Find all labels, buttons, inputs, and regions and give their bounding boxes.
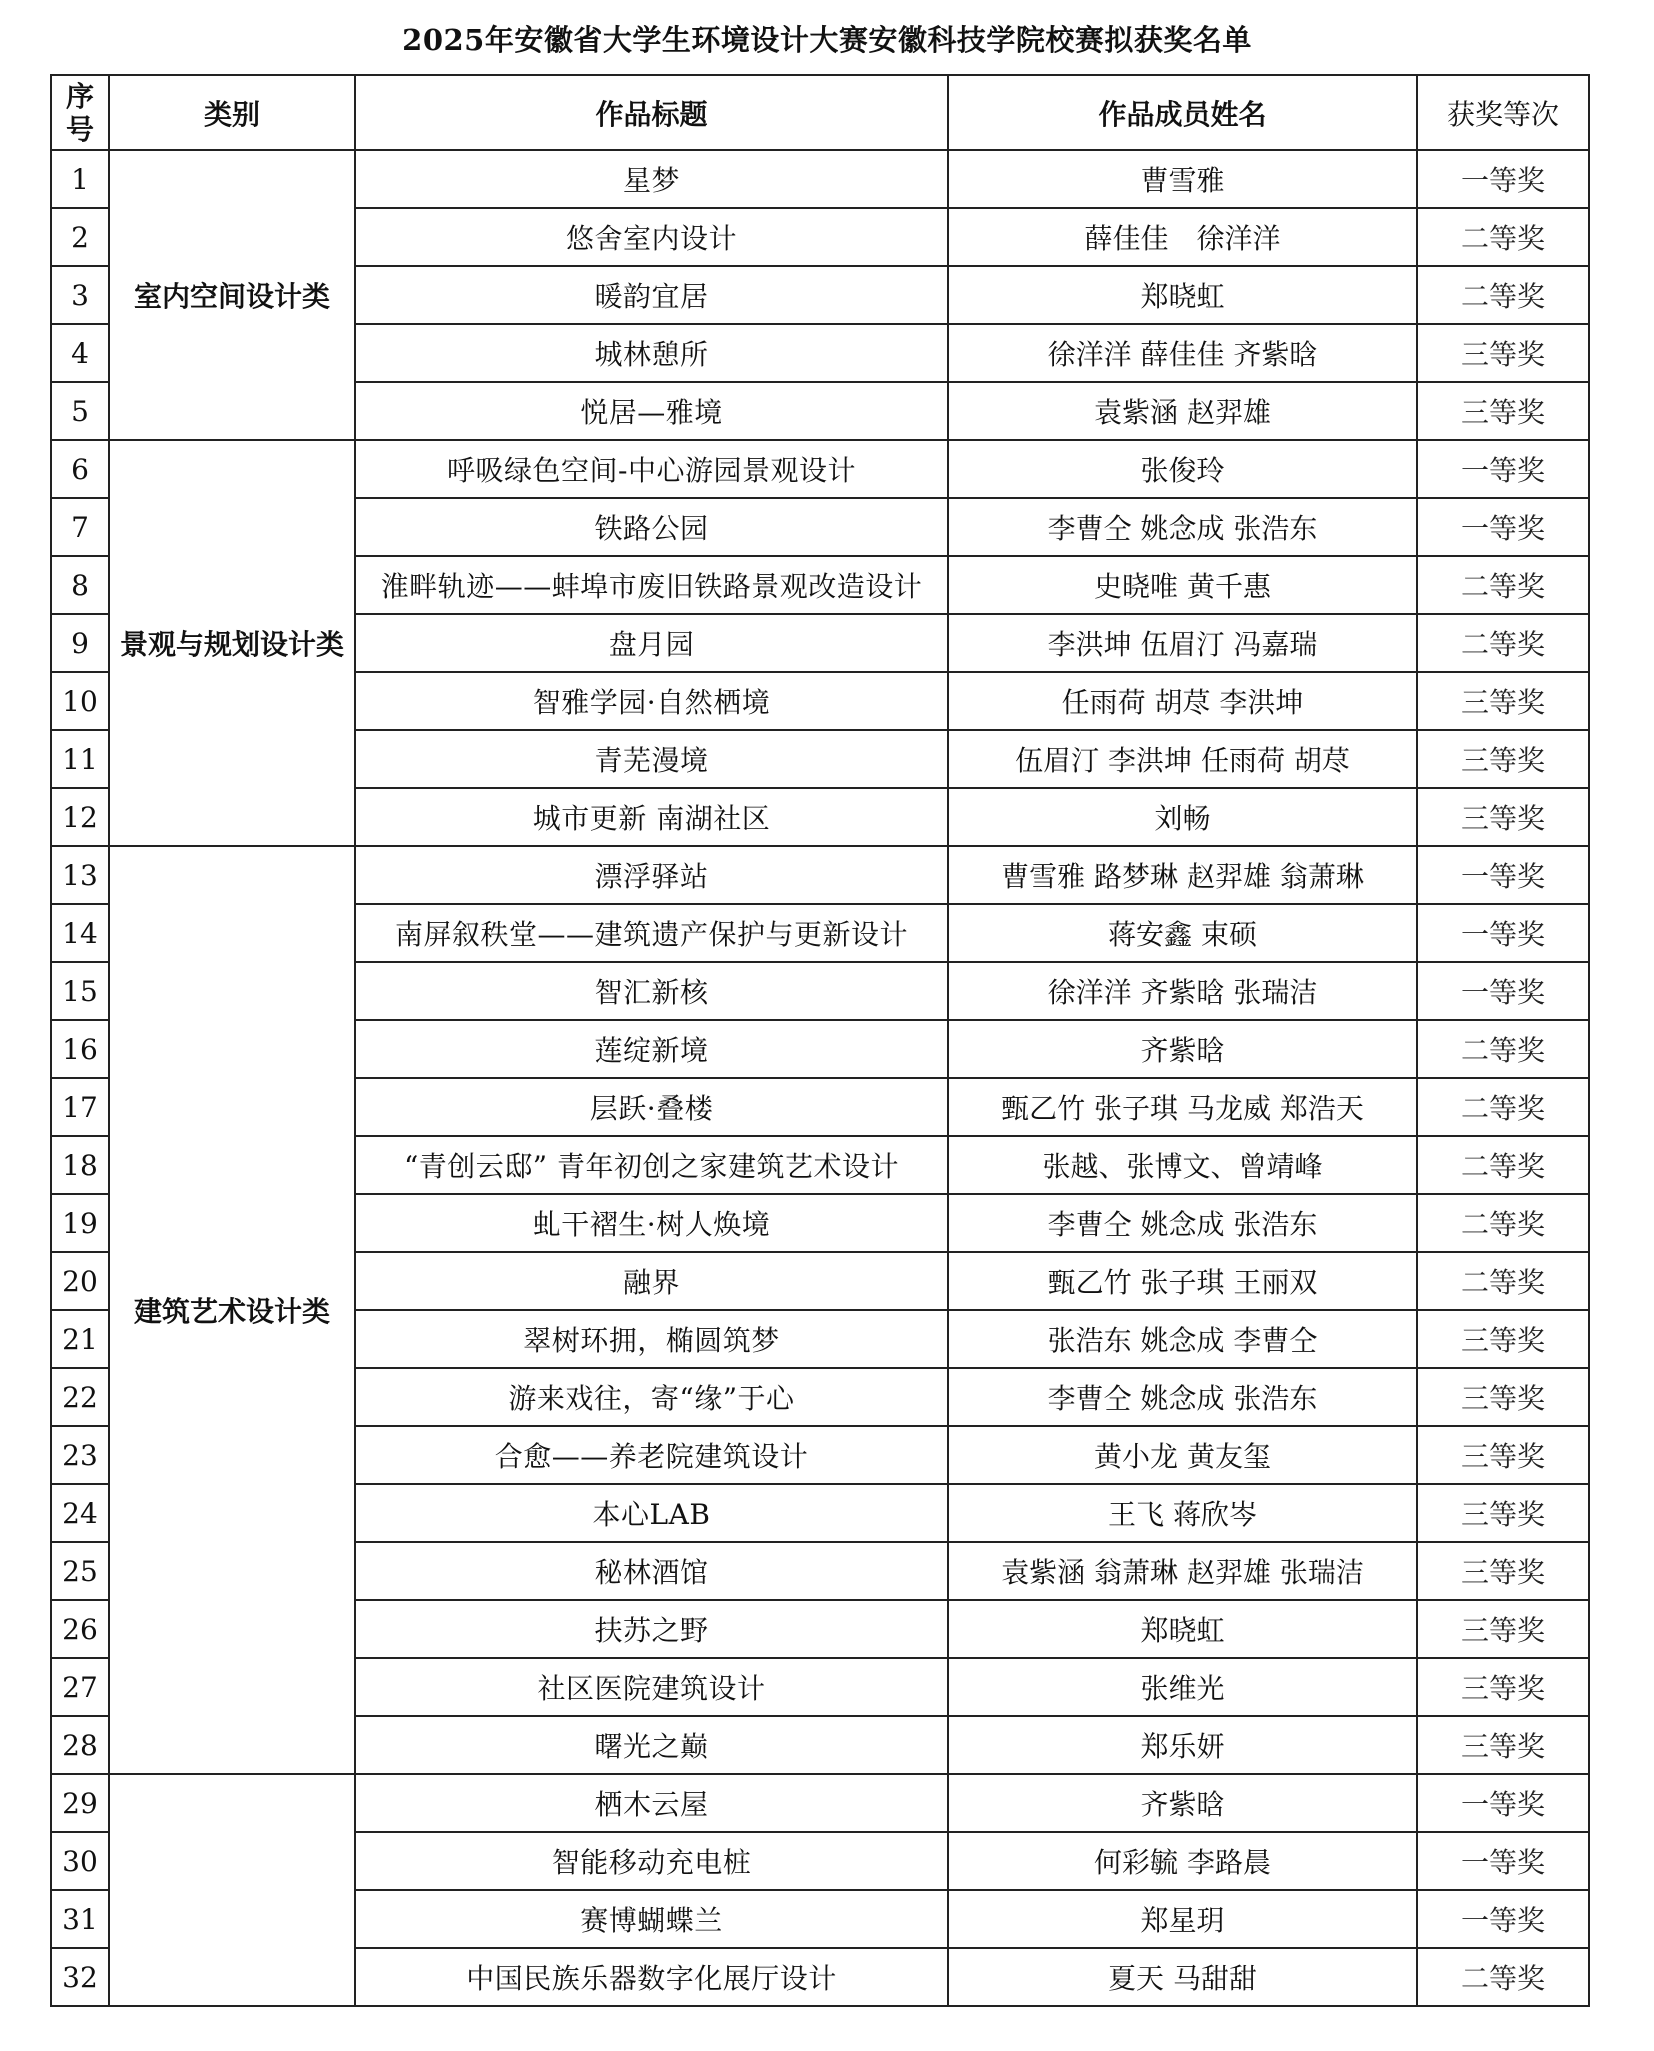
row-number: 11 — [51, 730, 109, 788]
work-title: 社区医院建筑设计 — [355, 1658, 948, 1716]
row-number: 30 — [51, 1832, 109, 1890]
work-title: 悠舍室内设计 — [355, 208, 948, 266]
award-level: 二等奖 — [1417, 1948, 1589, 2006]
work-title: 智雅学园·自然栖境 — [355, 672, 948, 730]
award-level: 三等奖 — [1417, 1716, 1589, 1774]
award-level: 三等奖 — [1417, 1426, 1589, 1484]
work-title: 淮畔轨迹——蚌埠市废旧铁路景观改造设计 — [355, 556, 948, 614]
award-level: 三等奖 — [1417, 324, 1589, 382]
work-title: 中国民族乐器数字化展厅设计 — [355, 1948, 948, 2006]
work-title: 曙光之巅 — [355, 1716, 948, 1774]
awards-table — [50, 74, 1590, 2007]
award-level: 一等奖 — [1417, 1890, 1589, 1948]
award-level: 三等奖 — [1417, 788, 1589, 846]
row-number: 21 — [51, 1310, 109, 1368]
member-names: 任雨荷 胡荩 李洪坤 — [948, 672, 1417, 730]
row-number: 5 — [51, 382, 109, 440]
work-title: 城林憩所 — [355, 324, 948, 382]
category-cell: 室内空间设计类 — [109, 150, 355, 440]
table-row — [51, 1774, 1589, 1832]
header-seq — [51, 75, 109, 150]
row-number: 16 — [51, 1020, 109, 1078]
header-seq-text: 序号 — [65, 79, 94, 146]
member-names: 黄小龙 黄友玺 — [948, 1426, 1417, 1484]
award-level: 二等奖 — [1417, 1078, 1589, 1136]
award-level: 三等奖 — [1417, 730, 1589, 788]
row-number: 10 — [51, 672, 109, 730]
work-title: 智汇新核 — [355, 962, 948, 1020]
work-title: 暖韵宜居 — [355, 266, 948, 324]
row-number: 1 — [51, 150, 109, 208]
award-level: 二等奖 — [1417, 1020, 1589, 1078]
member-names: 齐紫晗 — [948, 1020, 1417, 1078]
row-number: 29 — [51, 1774, 109, 1832]
award-level: 一等奖 — [1417, 440, 1589, 498]
row-number: 15 — [51, 962, 109, 1020]
table-body — [51, 150, 1589, 2006]
row-number: 9 — [51, 614, 109, 672]
member-names: 张越、张博文、曾靖峰 — [948, 1136, 1417, 1194]
header-award: 获奖等次 — [1417, 75, 1589, 150]
work-title: 智能移动充电桩 — [355, 1832, 948, 1890]
award-level: 一等奖 — [1417, 904, 1589, 962]
member-names: 甄乙竹 张子琪 王丽双 — [948, 1252, 1417, 1310]
award-level: 三等奖 — [1417, 1542, 1589, 1600]
award-level: 二等奖 — [1417, 1136, 1589, 1194]
work-title: 翠树环拥，椭圆筑梦 — [355, 1310, 948, 1368]
work-title: 游来戏往，寄“缘”于心 — [355, 1368, 948, 1426]
category-cell — [109, 1774, 355, 2006]
work-title: 南屏叙秩堂——建筑遗产保护与更新设计 — [355, 904, 948, 962]
work-title: 赛博蝴蝶兰 — [355, 1890, 948, 1948]
member-names: 徐洋洋 薛佳佳 齐紫晗 — [948, 324, 1417, 382]
row-number: 17 — [51, 1078, 109, 1136]
work-title: 合愈——养老院建筑设计 — [355, 1426, 948, 1484]
work-title: 扶苏之野 — [355, 1600, 948, 1658]
row-number: 19 — [51, 1194, 109, 1252]
award-level: 三等奖 — [1417, 1600, 1589, 1658]
work-title: 虬干褶生·树人焕境 — [355, 1194, 948, 1252]
work-title: 悦居—雅境 — [355, 382, 948, 440]
row-number: 14 — [51, 904, 109, 962]
row-number: 23 — [51, 1426, 109, 1484]
work-title: 城市更新 南湖社区 — [355, 788, 948, 846]
award-level: 三等奖 — [1417, 1368, 1589, 1426]
row-number: 32 — [51, 1948, 109, 2006]
document-title: 2025年安徽省大学生环境设计大赛安徽科技学院校赛拟获奖名单 — [402, 23, 1252, 57]
table-row — [51, 846, 1589, 904]
work-title: 秘林酒馆 — [355, 1542, 948, 1600]
award-level: 三等奖 — [1417, 1484, 1589, 1542]
work-title: 呼吸绿色空间-中心游园景观设计 — [355, 440, 948, 498]
row-number: 22 — [51, 1368, 109, 1426]
award-level: 二等奖 — [1417, 1252, 1589, 1310]
row-number: 28 — [51, 1716, 109, 1774]
award-level: 一等奖 — [1417, 962, 1589, 1020]
member-names: 甄乙竹 张子琪 马龙威 郑浩天 — [948, 1078, 1417, 1136]
header-category: 类别 — [109, 75, 355, 150]
member-names: 李曹仝 姚念成 张浩东 — [948, 498, 1417, 556]
row-number: 24 — [51, 1484, 109, 1542]
award-level: 二等奖 — [1417, 556, 1589, 614]
award-level: 一等奖 — [1417, 1774, 1589, 1832]
row-number: 4 — [51, 324, 109, 382]
work-title: 盘月园 — [355, 614, 948, 672]
award-level: 一等奖 — [1417, 498, 1589, 556]
work-title: 本心LAB — [355, 1484, 948, 1542]
member-names: 李曹仝 姚念成 张浩东 — [948, 1194, 1417, 1252]
member-names: 史晓唯 黄千惠 — [948, 556, 1417, 614]
member-names: 徐洋洋 齐紫晗 张瑞洁 — [948, 962, 1417, 1020]
row-number: 13 — [51, 846, 109, 904]
row-number: 6 — [51, 440, 109, 498]
row-number: 26 — [51, 1600, 109, 1658]
member-names: 郑乐妍 — [948, 1716, 1417, 1774]
award-level: 二等奖 — [1417, 1194, 1589, 1252]
member-names: 薛佳佳 徐洋洋 — [948, 208, 1417, 266]
member-names: 曹雪雅 — [948, 150, 1417, 208]
member-names: 王飞 蒋欣岑 — [948, 1484, 1417, 1542]
member-names: 李曹仝 姚念成 张浩东 — [948, 1368, 1417, 1426]
award-level: 三等奖 — [1417, 1310, 1589, 1368]
row-number: 8 — [51, 556, 109, 614]
member-names: 郑星玥 — [948, 1890, 1417, 1948]
member-names: 李洪坤 伍眉汀 冯嘉瑞 — [948, 614, 1417, 672]
work-title: “青创云邸” 青年初创之家建筑艺术设计 — [355, 1136, 948, 1194]
member-names: 郑晓虹 — [948, 1600, 1417, 1658]
award-level: 一等奖 — [1417, 846, 1589, 904]
row-number: 18 — [51, 1136, 109, 1194]
work-title: 青芜漫境 — [355, 730, 948, 788]
award-level: 二等奖 — [1417, 208, 1589, 266]
member-names: 袁紫涵 赵羿雄 — [948, 382, 1417, 440]
header-title: 作品标题 — [355, 75, 948, 150]
row-number: 7 — [51, 498, 109, 556]
member-names: 伍眉汀 李洪坤 任雨荷 胡荩 — [948, 730, 1417, 788]
row-number: 2 — [51, 208, 109, 266]
header-row — [51, 75, 1589, 150]
member-names: 夏天 马甜甜 — [948, 1948, 1417, 2006]
table-row — [51, 150, 1589, 208]
member-names: 张维光 — [948, 1658, 1417, 1716]
work-title: 栖木云屋 — [355, 1774, 948, 1832]
member-names: 张浩东 姚念成 李曹仝 — [948, 1310, 1417, 1368]
award-level: 二等奖 — [1417, 266, 1589, 324]
member-names: 齐紫晗 — [948, 1774, 1417, 1832]
member-names: 曹雪雅 路梦琳 赵羿雄 翁萧琳 — [948, 846, 1417, 904]
work-title: 漂浮驿站 — [355, 846, 948, 904]
award-level: 三等奖 — [1417, 1658, 1589, 1716]
work-title: 星梦 — [355, 150, 948, 208]
award-level: 一等奖 — [1417, 150, 1589, 208]
work-title: 层跃·叠楼 — [355, 1078, 948, 1136]
row-number: 31 — [51, 1890, 109, 1948]
row-number: 20 — [51, 1252, 109, 1310]
row-number: 12 — [51, 788, 109, 846]
member-names: 何彩毓 李路晨 — [948, 1832, 1417, 1890]
member-names: 张俊玲 — [948, 440, 1417, 498]
category-cell: 景观与规划设计类 — [109, 440, 355, 846]
member-names: 郑晓虹 — [948, 266, 1417, 324]
work-title: 莲绽新境 — [355, 1020, 948, 1078]
award-level: 三等奖 — [1417, 382, 1589, 440]
row-number: 25 — [51, 1542, 109, 1600]
header-members: 作品成员姓名 — [948, 75, 1417, 150]
row-number: 3 — [51, 266, 109, 324]
category-cell: 建筑艺术设计类 — [109, 846, 355, 1774]
work-title: 铁路公园 — [355, 498, 948, 556]
award-level: 一等奖 — [1417, 1832, 1589, 1890]
member-names: 刘畅 — [948, 788, 1417, 846]
member-names: 蒋安鑫 束硕 — [948, 904, 1417, 962]
work-title: 融界 — [355, 1252, 948, 1310]
row-number: 27 — [51, 1658, 109, 1716]
award-level: 三等奖 — [1417, 672, 1589, 730]
table-row — [51, 440, 1589, 498]
award-level: 二等奖 — [1417, 614, 1589, 672]
member-names: 袁紫涵 翁萧琳 赵羿雄 张瑞洁 — [948, 1542, 1417, 1600]
